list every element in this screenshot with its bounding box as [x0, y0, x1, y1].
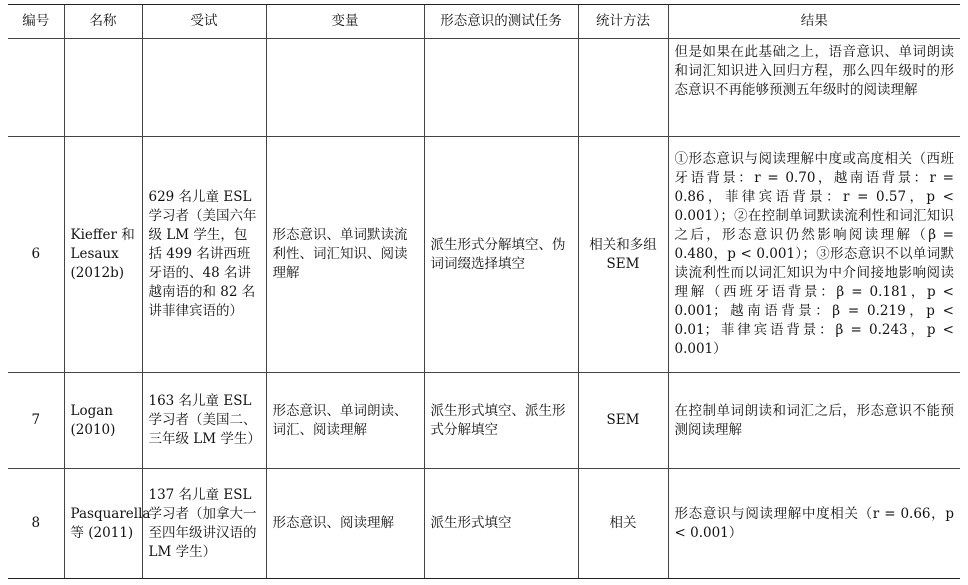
table-row [8, 469, 960, 579]
research-summary-table [8, 4, 960, 579]
header-num: 编号 [8, 5, 64, 39]
cell-name: Kieffer 和 Lesaux (2012b) [64, 137, 142, 373]
header-results: 结果 [668, 5, 960, 39]
header-task: 形态意识的测试任务 [424, 5, 578, 39]
cell-num: 8 [8, 469, 64, 579]
cell-num: 7 [8, 373, 64, 469]
cell-name [64, 39, 142, 137]
results-table-container [8, 4, 960, 579]
cell-results: 但是如果在此基础之上，语音意识、单词朗读和词汇知识进入回归方程，那么四年级时的形态意识不再能够预测五年级时的阅读理解 [668, 39, 960, 137]
cell-subjects: 163 名儿童 ESL 学习者（美国二、三年级 LM 学生） [142, 373, 266, 469]
cell-stats: SEM [578, 373, 668, 469]
cell-results: 形态意识与阅读理解中度相关（r = 0.66，p < 0.001） [668, 469, 960, 579]
cell-subjects: 137 名儿童 ESL 学习者（加拿大一至四年级讲汉语的 LM 学生） [142, 469, 266, 579]
cell-subjects: 629 名儿童 ESL 学习者（美国六年级 LM 学生，包括 499 名讲西班牙语的、48 名讲越南语的和 82 名讲菲律宾语的） [142, 137, 266, 373]
cell-task [424, 39, 578, 137]
header-name: 名称 [64, 5, 142, 39]
cell-name: Logan (2010) [64, 373, 142, 469]
cell-variables: 形态意识、单词朗读、词汇、阅读理解 [266, 373, 424, 469]
cell-task: 派生形式分解填空、伪词词缀选择填空 [424, 137, 578, 373]
cell-num: 6 [8, 137, 64, 373]
cell-variables [266, 39, 424, 137]
cell-num [8, 39, 64, 137]
cell-variables: 形态意识、单词默读流利性、词汇知识、阅读理解 [266, 137, 424, 373]
cell-subjects [142, 39, 266, 137]
cell-name: Pasquarella 等 (2011) [64, 469, 142, 579]
header-row [8, 5, 960, 39]
cell-stats: 相关和多组 SEM [578, 137, 668, 373]
table-row [8, 373, 960, 469]
header-variables: 变量 [266, 5, 424, 39]
cell-results: ①形态意识与阅读理解中度或高度相关（西班牙语背景：r = 0.70，越南语背景：r = 0.86，菲律宾语背景：r = 0.57，p < 0.001）；②在控制单词默读流利性和词汇知识之后，形态意识仍然影响阅读理解（β = 0.480，p < 0.001）；③形态意识不以单词默读流利性而以词汇知识为中介间接地影响阅读理解（西班牙语背景：β = 0.181，p < 0.001；越南语背景：β = 0.219，p < 0.01；菲律宾语背景：β = 0.243，p < 0.001） [668, 137, 960, 373]
cell-task: 派生形式填空、派生形式分解填空 [424, 373, 578, 469]
cell-results: 在控制单词朗读和词汇之后，形态意识不能预测阅读理解 [668, 373, 960, 469]
cell-variables: 形态意识、阅读理解 [266, 469, 424, 579]
cell-task: 派生形式填空 [424, 469, 578, 579]
header-stats: 统计方法 [578, 5, 668, 39]
header-subjects: 受试 [142, 5, 266, 39]
table-row [8, 39, 960, 137]
table-row [8, 137, 960, 373]
cell-stats: 相关 [578, 469, 668, 579]
cell-stats [578, 39, 668, 137]
